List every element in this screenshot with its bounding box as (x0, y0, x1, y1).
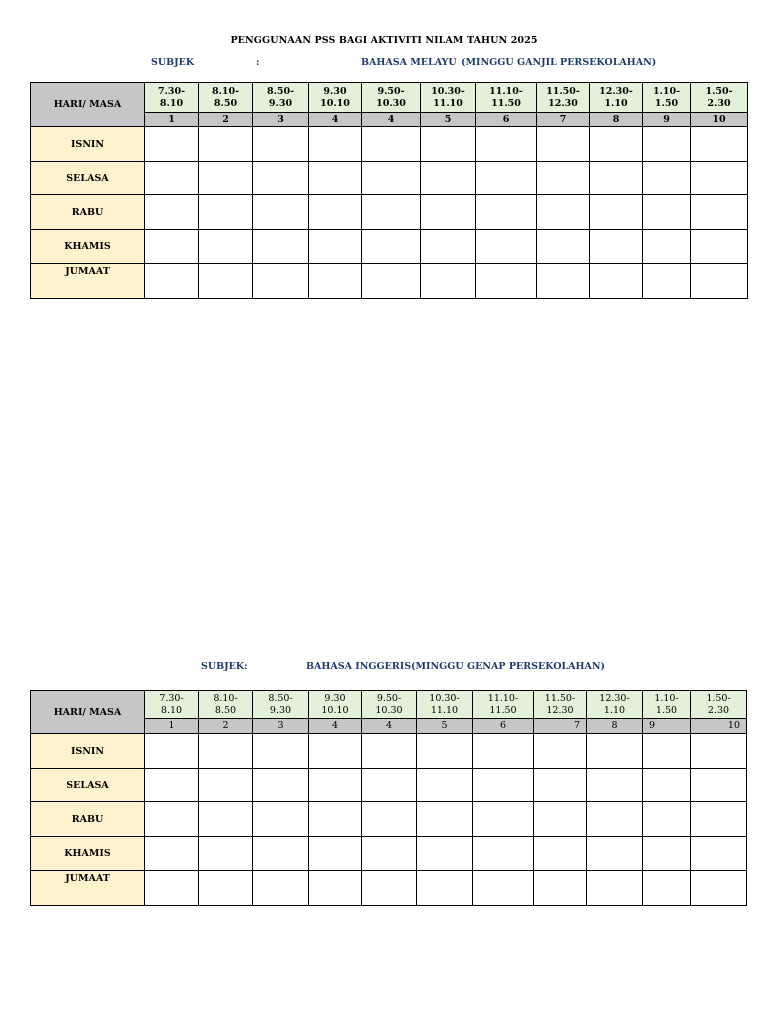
time-text: 8.50 (214, 704, 237, 716)
schedule-cell (199, 769, 253, 802)
time-slot (417, 691, 473, 719)
schedule-cell (643, 837, 691, 871)
day-label: JUMAAT (31, 264, 145, 299)
schedule-cell (473, 871, 534, 906)
period-number: 6 (473, 719, 534, 734)
time-slot (253, 83, 309, 113)
time-slot (691, 83, 748, 113)
time-text: 10.10 (320, 97, 350, 109)
schedule-cell (362, 230, 421, 264)
time-text: 7.30- (159, 692, 184, 704)
schedule-cell (253, 734, 309, 769)
schedule-cell (362, 264, 421, 299)
time-slot (534, 691, 587, 719)
schedule-cell (534, 734, 587, 769)
time-text: 12.30 (548, 97, 578, 109)
schedule-cell (643, 734, 691, 769)
day-row (31, 871, 747, 906)
schedule-cell (587, 734, 643, 769)
schedule-cell (253, 769, 309, 802)
time-text: 8.50 (213, 97, 238, 109)
time-text: 12.30- (599, 85, 633, 97)
schedule-cell (691, 734, 747, 769)
period-number: 5 (417, 719, 473, 734)
time-text: 7.30- (157, 85, 186, 97)
time-text: 1.50 (654, 97, 679, 109)
schedule-cell (309, 871, 362, 906)
time-text: 1.10- (654, 692, 679, 704)
subjek-label-2: SUBJEK: (201, 661, 248, 672)
schedule-cell (309, 230, 362, 264)
schedule-cell (691, 195, 748, 230)
schedule-cell (309, 734, 362, 769)
time-slot (643, 83, 691, 113)
time-text: 10.10 (321, 704, 349, 716)
time-slot (590, 83, 643, 113)
schedule-cell (253, 127, 309, 162)
schedule-cell (417, 734, 473, 769)
subjek-label: SUBJEK (151, 57, 195, 68)
schedule-cell (362, 162, 421, 195)
schedule-cell (253, 264, 309, 299)
day-row (31, 195, 748, 230)
period-number: 6 (476, 113, 537, 127)
time-text: 9.30 (324, 692, 346, 704)
day-label: RABU (31, 195, 145, 230)
time-slot (199, 691, 253, 719)
schedule-cell (643, 195, 691, 230)
schedule-cell (691, 230, 748, 264)
time-text: 8.10 (159, 97, 184, 109)
schedule-cell (421, 264, 476, 299)
schedule-cell (253, 162, 309, 195)
schedule-cell (590, 162, 643, 195)
schedule-cell (537, 127, 590, 162)
schedule-cell (691, 802, 747, 837)
schedule-cell (537, 264, 590, 299)
schedule-cell (534, 769, 587, 802)
period-number: 7 (537, 113, 590, 127)
schedule-cell (587, 871, 643, 906)
subject-name: BAHASA MELAYU (361, 57, 457, 68)
schedule-cell (199, 127, 253, 162)
time-text: 8.50- (266, 85, 295, 97)
schedule-cell (309, 264, 362, 299)
schedule-cell (643, 769, 691, 802)
schedule-cell (691, 127, 748, 162)
schedule-cell (199, 734, 253, 769)
time-text: 10.30- (431, 85, 465, 97)
schedule-cell (417, 769, 473, 802)
time-text: 11.50 (489, 704, 517, 716)
time-text: 10.30 (376, 97, 406, 109)
schedule-table-bi (30, 690, 747, 906)
period-number: 10 (691, 113, 748, 127)
time-text: 8.50- (268, 692, 293, 704)
time-slot (362, 83, 421, 113)
schedule-cell (691, 162, 748, 195)
schedule-cell (309, 195, 362, 230)
schedule-cell (145, 195, 199, 230)
period-number: 1 (145, 719, 199, 734)
time-slot (309, 83, 362, 113)
time-slot (253, 691, 309, 719)
schedule-cell (587, 802, 643, 837)
time-slot (587, 691, 643, 719)
time-slot (473, 691, 534, 719)
schedule-cell (253, 230, 309, 264)
schedule-cell (145, 734, 199, 769)
time-slot (145, 83, 199, 113)
time-text: 11.10- (489, 85, 523, 97)
time-text: 1.10 (604, 97, 628, 109)
schedule-cell (253, 195, 309, 230)
time-text: 1.50- (705, 85, 733, 97)
period-number: 1 (145, 113, 199, 127)
day-row (31, 734, 747, 769)
week-type: (MINGGU GANJIL PERSEKOLAHAN) (461, 57, 657, 68)
day-row (31, 264, 748, 299)
period-number: 10 (691, 719, 747, 734)
schedule-cell (199, 802, 253, 837)
schedule-cell (309, 127, 362, 162)
time-text: 8.10 (160, 704, 183, 716)
schedule-cell (421, 162, 476, 195)
schedule-cell (473, 802, 534, 837)
time-text: 1.50 (655, 704, 678, 716)
time-slot (362, 691, 417, 719)
period-number: 4 (362, 719, 417, 734)
time-slot (691, 691, 747, 719)
schedule-cell (476, 195, 537, 230)
schedule-cell (362, 769, 417, 802)
schedule-cell (199, 162, 253, 195)
time-text: 8.10- (211, 85, 240, 97)
schedule-cell (145, 162, 199, 195)
day-label: SELASA (31, 769, 145, 802)
schedule-cell (587, 837, 643, 871)
schedule-cell (199, 264, 253, 299)
schedule-cell (199, 837, 253, 871)
schedule-cell (309, 162, 362, 195)
schedule-cell (309, 837, 362, 871)
time-text: 9.50- (377, 85, 405, 97)
schedule-cell (417, 802, 473, 837)
schedule-cell (476, 230, 537, 264)
period-number: 4 (309, 113, 362, 127)
time-text: 1.50- (706, 692, 731, 704)
schedule-cell (534, 837, 587, 871)
time-text: 1.10 (603, 704, 626, 716)
schedule-cell (473, 837, 534, 871)
schedule-cell (643, 871, 691, 906)
time-text: 9.30 (269, 704, 292, 716)
time-slot (643, 691, 691, 719)
schedule-cell (253, 871, 309, 906)
hari-masa-header: HARI/ MASA (31, 691, 145, 734)
schedule-cell (362, 802, 417, 837)
day-row (31, 769, 747, 802)
time-text: 11.10 (430, 704, 459, 716)
time-slot (199, 83, 253, 113)
schedule-cell (537, 230, 590, 264)
time-text: 11.10 (433, 97, 463, 109)
time-text: 11.50 (491, 97, 521, 109)
schedule-cell (691, 837, 747, 871)
schedule-cell (643, 802, 691, 837)
schedule-cell (534, 871, 587, 906)
day-label: ISNIN (31, 734, 145, 769)
schedule-cell (145, 264, 199, 299)
day-label: SELASA (31, 162, 145, 195)
schedule-cell (362, 734, 417, 769)
schedule-cell (421, 230, 476, 264)
time-text: 9.30 (268, 97, 293, 109)
period-number: 4 (362, 113, 421, 127)
period-number: 9 (643, 113, 691, 127)
day-label: KHAMIS (31, 230, 145, 264)
header-row (31, 83, 748, 113)
day-row (31, 127, 748, 162)
schedule-cell (145, 127, 199, 162)
time-text: 10.30- (429, 692, 460, 704)
time-text: 2.30 (707, 97, 731, 109)
schedule-cell (590, 195, 643, 230)
schedule-cell (643, 127, 691, 162)
time-slot (145, 691, 199, 719)
schedule-cell (590, 127, 643, 162)
schedule-cell (643, 230, 691, 264)
period-number: 9 (643, 719, 691, 734)
schedule-cell (590, 264, 643, 299)
schedule-cell (587, 769, 643, 802)
header-row (31, 691, 747, 719)
schedule-cell (199, 871, 253, 906)
schedule-cell (362, 871, 417, 906)
period-number: 4 (309, 719, 362, 734)
schedule-cell (362, 195, 421, 230)
day-label: JUMAAT (31, 871, 145, 906)
schedule-cell (417, 837, 473, 871)
subjek-colon: : (256, 57, 260, 68)
schedule-cell (691, 769, 747, 802)
week-type-2: (MINGGU GENAP PERSEKOLAHAN) (411, 661, 606, 672)
time-slot (309, 691, 362, 719)
period-number: 3 (253, 113, 309, 127)
time-text: 9.30 (323, 85, 347, 97)
time-text: 2.30 (707, 704, 730, 716)
schedule-cell (309, 769, 362, 802)
period-number: 8 (587, 719, 643, 734)
schedule-cell (362, 837, 417, 871)
schedule-cell (691, 871, 747, 906)
schedule-cell (421, 195, 476, 230)
day-row (31, 162, 748, 195)
day-label: KHAMIS (31, 837, 145, 871)
schedule-cell (145, 871, 199, 906)
schedule-cell (253, 837, 309, 871)
time-text: 8.10- (213, 692, 238, 704)
schedule-cell (145, 769, 199, 802)
day-row (31, 230, 748, 264)
schedule-cell (473, 769, 534, 802)
schedule-cell (476, 264, 537, 299)
time-text: 1.10- (652, 85, 681, 97)
schedule-cell (590, 230, 643, 264)
schedule-cell (534, 802, 587, 837)
schedule-cell (473, 734, 534, 769)
schedule-cell (537, 162, 590, 195)
schedule-cell (199, 195, 253, 230)
schedule-cell (417, 871, 473, 906)
schedule-cell (145, 230, 199, 264)
period-number: 3 (253, 719, 309, 734)
schedule-cell (643, 264, 691, 299)
schedule-cell (691, 264, 748, 299)
schedule-cell (476, 162, 537, 195)
time-text: 11.10- (487, 692, 519, 704)
time-slot (476, 83, 537, 113)
time-text: 12.30- (599, 692, 630, 704)
day-label: RABU (31, 802, 145, 837)
schedule-cell (145, 802, 199, 837)
time-text: 10.30 (375, 704, 403, 716)
period-number: 5 (421, 113, 476, 127)
schedule-cell (362, 127, 421, 162)
subject-name-2: BAHASA INGGERIS (306, 661, 412, 672)
time-text: 9.50- (376, 692, 402, 704)
page-title: PENGGUNAAN PSS BAGI AKTIVITI NILAM TAHUN 2025 (230, 35, 538, 46)
schedule-cell (537, 195, 590, 230)
day-row (31, 802, 747, 837)
time-text: 11.50- (544, 692, 576, 704)
hari-masa-header: HARI/ MASA (31, 83, 145, 127)
time-text: 11.50- (546, 85, 580, 97)
schedule-cell (643, 162, 691, 195)
time-slot (537, 83, 590, 113)
period-number: 7 (534, 719, 587, 734)
day-label: ISNIN (31, 127, 145, 162)
period-number: 2 (199, 113, 253, 127)
time-text: 12.30 (546, 704, 574, 716)
schedule-cell (309, 802, 362, 837)
time-slot (421, 83, 476, 113)
schedule-cell (421, 127, 476, 162)
period-number: 8 (590, 113, 643, 127)
schedule-cell (476, 127, 537, 162)
period-number: 2 (199, 719, 253, 734)
schedule-cell (145, 837, 199, 871)
day-row (31, 837, 747, 871)
schedule-cell (253, 802, 309, 837)
schedule-table-bm (30, 82, 748, 299)
schedule-cell (199, 230, 253, 264)
